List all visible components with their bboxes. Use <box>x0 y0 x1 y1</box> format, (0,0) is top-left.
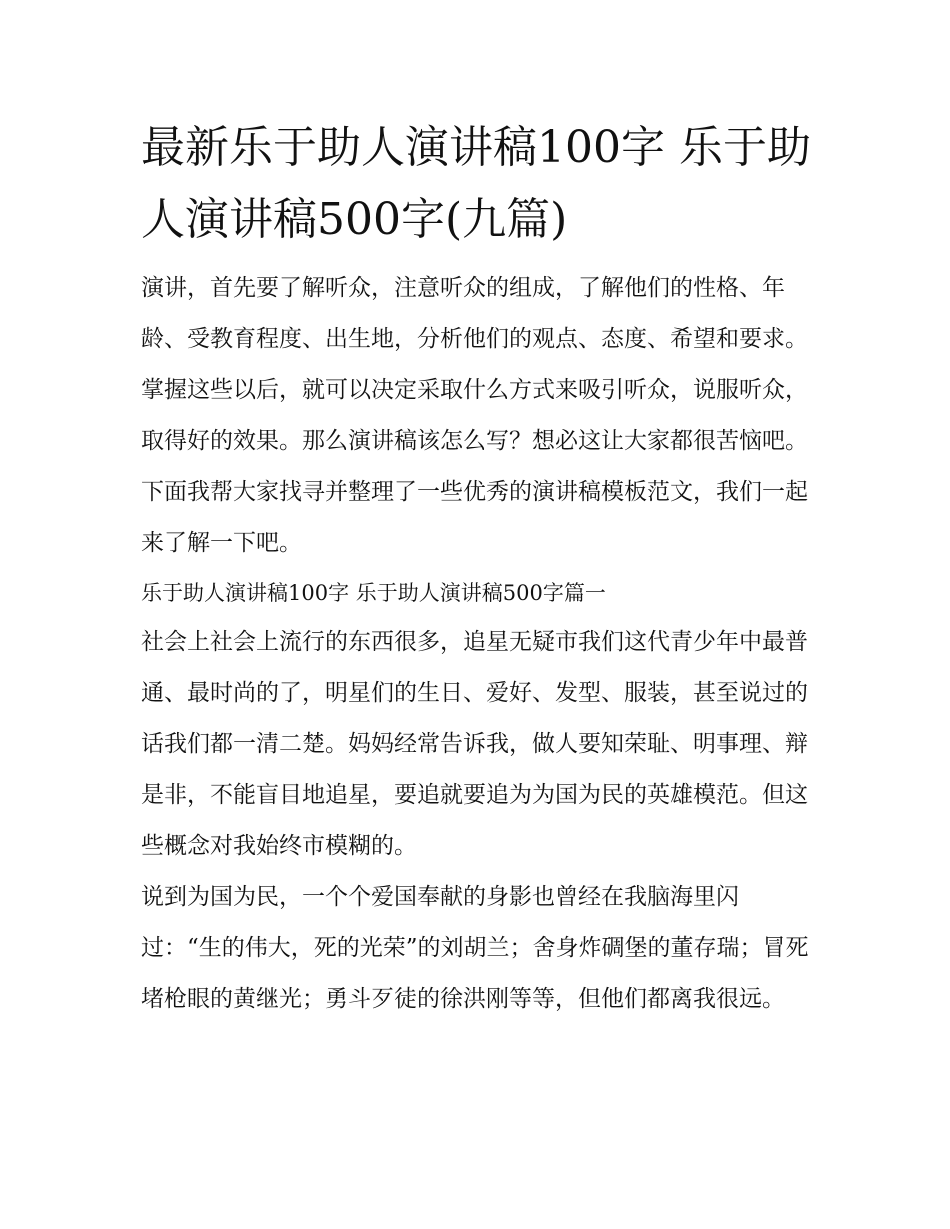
body-paragraph-1: 社会上社会上流行的东西很多，追星无疑市我们这代青少年中最普通、最时尚的了，明星们的生日、爱好、发型、服装，甚至说过的话我们都一清二楚。妈妈经常告诉我，做人要知荣耻、明事理、辩是非，不能盲目地追星，要追就要追为为国为民的英雄模范。但这些概念对我始终市模糊的。 <box>141 629 808 859</box>
intro-paragraph: 演讲，首先要了解听众，注意听众的组成，了解他们的性格、年龄、受教育程度、出生地，分析他们的观点、态度、希望和要求。掌握这些以后，就可以决定采取什么方式来吸引听众，说服听众，取得好的效果。那么演讲稿该怎么写？想必这让大家都很苦恼吧。下面我帮大家找寻并整理了一些优秀的演讲稿模板范文，我们一起来了解一下吧。 <box>141 275 808 556</box>
section-heading: 乐于助人演讲稿100字 乐于助人演讲稿500字篇一 <box>141 581 606 605</box>
document-title: 最新乐于助人演讲稿100字 乐于助人演讲稿500字(九篇) <box>141 122 811 245</box>
document-content <box>141 112 816 1025</box>
body-paragraph-2: 说到为国为民，一个个爱国奉献的身影也曾经在我脑海里闪过：“生的伟大，死的光荣”的刘胡兰；舍身炸碉堡的董存瑞；冒死堵枪眼的黄继光；勇斗歹徒的徐洪刚等等，但他们都离我很远。 <box>141 884 809 1012</box>
